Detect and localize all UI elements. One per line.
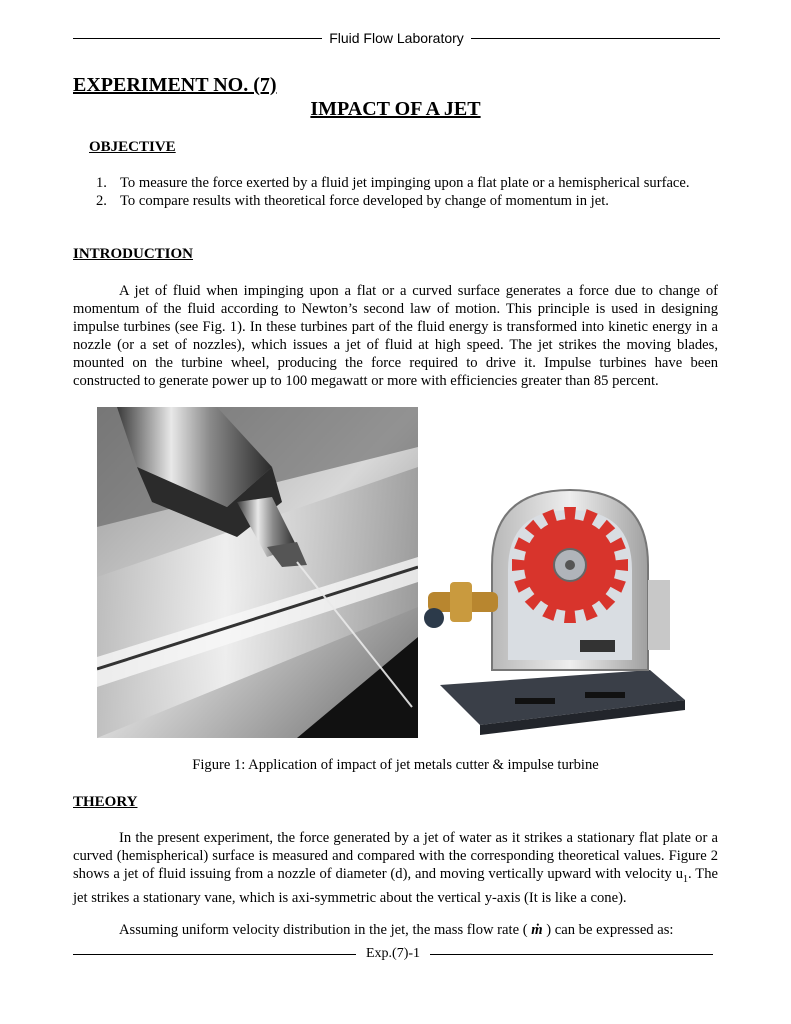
- waterjet-cutter-photo: [97, 407, 418, 738]
- experiment-title: IMPACT OF A JET: [310, 98, 481, 120]
- introduction-text: A jet of fluid when impinging upon a flat or a curved surface generates a force due to change of momentum of the fluid according to Newton’s second law of motion. This principle is used in designing impulse turbines (see Fig. 1). In these turbines part of the fluid energy is transformed into kinetic energy in a nozzle (or a set of nozzles), which issues a jet of fluid at high speed. The jet strikes the moving blades, mounted on the turbine wheel, producing the force required to drive it. Impulse turbines have been constructed to generate power up to 100 megawatt or more with efficiencies greater than 85 percent.: [73, 283, 718, 389]
- theory-text-2a: Assuming uniform velocity distribution in the jet, the mass flow rate (: [119, 922, 528, 938]
- waterjet-cutter-illustration: [97, 407, 418, 738]
- theory-paragraph-2: [73, 921, 718, 939]
- objective-item-number: 2.: [96, 193, 107, 209]
- introduction-heading: INTRODUCTION: [73, 246, 194, 262]
- footer-rule-left: [73, 954, 356, 955]
- header-rule-right: [471, 38, 720, 39]
- theory-text-1b: . The jet strikes a stationary vane, which is axi-symmetric about the vertical y-axis (It is like a cone).: [73, 866, 718, 906]
- objective-item: [96, 192, 718, 210]
- page-footer: [73, 944, 713, 964]
- impulse-turbine-photo: [420, 470, 692, 740]
- theory-paragraph-1: [73, 829, 718, 907]
- theory-text-1a: In the present experiment, the force generated by a jet of water as it strikes a stationary flat plate or a curved (hemispherical) surface is measured and compared with the corresponding theoretical values. Figure 2 shows a jet of fluid issuing from a nozzle of diameter (d), and moving vertically upward with velocity u: [73, 830, 718, 882]
- introduction-paragraph: [73, 282, 718, 390]
- figure1-caption: Figure 1: Application of impact of jet metals cutter & impulse turbine: [192, 757, 599, 773]
- theory-text-2b: ) can be expressed as:: [546, 922, 674, 938]
- page-number: Exp.(7)-1: [365, 946, 421, 961]
- objective-item-number: 1.: [96, 175, 107, 191]
- objective-item-text: To measure the force exerted by a fluid jet impinging upon a flat plate or a hemispherical surface.: [120, 175, 690, 191]
- footer-rule-right: [430, 954, 713, 955]
- objective-item: [96, 174, 718, 192]
- theory-heading: THEORY: [73, 794, 138, 810]
- objective-heading: OBJECTIVE: [89, 139, 176, 155]
- velocity-subscript: 1: [683, 873, 689, 885]
- running-header: [73, 28, 720, 48]
- objective-item-text: To compare results with theoretical force developed by change of momentum in jet.: [120, 193, 609, 209]
- turbine-wheel: [512, 507, 628, 623]
- mass-flow-symbol: ṁ: [531, 922, 543, 938]
- header-rule-left: [73, 38, 322, 39]
- objective-list: [96, 174, 718, 210]
- experiment-number: EXPERIMENT NO. (7): [73, 74, 277, 96]
- impulse-turbine-illustration: [420, 470, 692, 740]
- running-title: Fluid Flow Laboratory: [329, 30, 464, 46]
